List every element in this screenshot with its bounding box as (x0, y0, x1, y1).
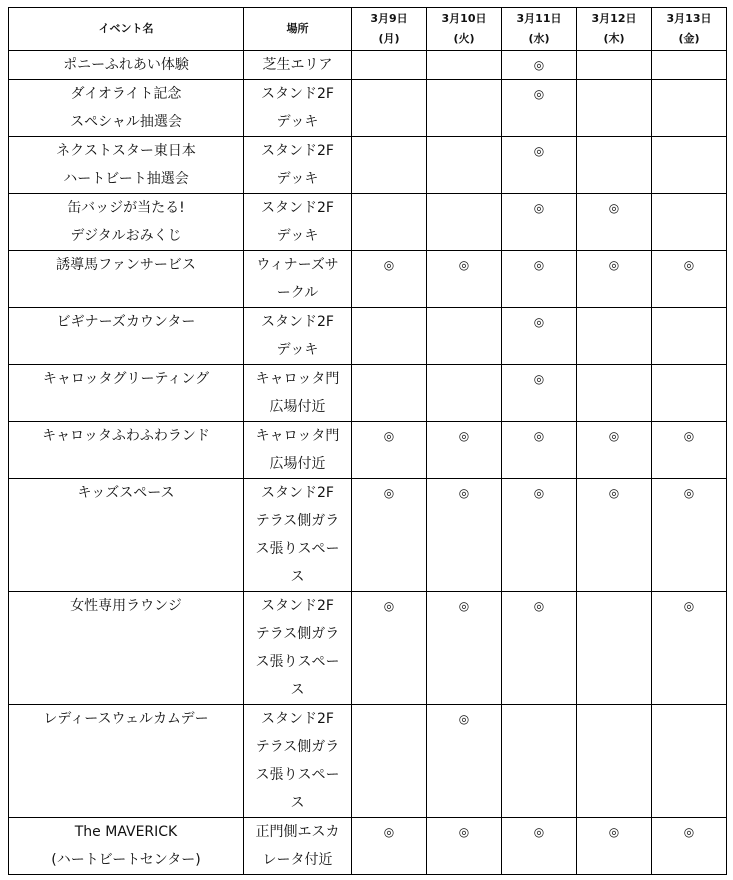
day-cell-1 (427, 479, 502, 592)
held-mark-icon: ◎ (608, 429, 620, 443)
table-row (9, 80, 727, 137)
day-cell-1 (427, 194, 502, 251)
day-cell-0 (352, 365, 427, 422)
table-row (9, 705, 727, 818)
day-cell-2 (502, 592, 577, 705)
day-cell-2 (502, 479, 577, 592)
event-name-line: 缶バッジが当たる! (67, 200, 185, 216)
day-cell-3 (577, 705, 652, 818)
place-line: スタンド2F (261, 200, 334, 216)
header-date: 3月11日 (516, 12, 562, 25)
day-cell-4 (652, 308, 727, 365)
table-row (9, 818, 727, 875)
place-cell (244, 365, 352, 422)
header-date: 3月12日 (591, 12, 637, 25)
day-cell-0 (352, 705, 427, 818)
event-name-line: キャロッタふわふわランド (42, 428, 210, 444)
day-cell-4 (652, 592, 727, 705)
table-row (9, 479, 727, 592)
day-cell-3 (577, 251, 652, 308)
held-mark-icon: ◎ (383, 599, 395, 613)
held-mark-icon: ◎ (533, 599, 545, 613)
event-name-line: (ハートビートセンター) (51, 852, 201, 868)
place-cell (244, 592, 352, 705)
held-mark-icon: ◎ (458, 712, 470, 726)
place-line: 広場付近 (269, 456, 326, 472)
place-line: キャロッタ門 (255, 371, 340, 387)
day-cell-4 (652, 80, 727, 137)
event-name-cell (9, 422, 244, 479)
event-name-line: キッズスペース (77, 485, 175, 501)
header-weekday: (木) (603, 32, 625, 45)
event-schedule-table (8, 7, 727, 875)
day-cell-2 (502, 422, 577, 479)
event-name-line: 誘導馬ファンサービス (56, 257, 196, 273)
day-cell-2 (502, 137, 577, 194)
held-mark-icon: ◎ (458, 258, 470, 272)
table-row (9, 422, 727, 479)
event-name-line: ダイオライト記念 (70, 86, 182, 102)
event-name-cell (9, 308, 244, 365)
table-row (9, 592, 727, 705)
day-cell-4 (652, 818, 727, 875)
day-cell-0 (352, 422, 427, 479)
day-cell-2 (502, 308, 577, 365)
day-cell-3 (577, 592, 652, 705)
table-row (9, 194, 727, 251)
day-cell-3 (577, 137, 652, 194)
place-line: レータ付近 (262, 852, 333, 868)
header-event-name: イベント名 (9, 8, 244, 51)
day-cell-1 (427, 137, 502, 194)
event-name-line: ポニーふれあい体験 (63, 57, 189, 73)
held-mark-icon: ◎ (458, 429, 470, 443)
day-cell-0 (352, 51, 427, 80)
held-mark-icon: ◎ (383, 429, 395, 443)
held-mark-icon: ◎ (533, 486, 545, 500)
held-mark-icon: ◎ (533, 315, 545, 329)
event-name-line: デジタルおみくじ (70, 228, 182, 244)
place-line: テラス側ガラ (255, 513, 340, 529)
event-name-line: ハートビート抽選会 (63, 171, 189, 187)
day-cell-1 (427, 80, 502, 137)
place-cell (244, 194, 352, 251)
place-line: ス (290, 569, 305, 585)
event-name-line: ビギナーズカウンター (56, 314, 196, 330)
place-line: ークル (276, 285, 319, 301)
place-line: デッキ (276, 171, 319, 187)
place-line: テラス側ガラ (255, 739, 340, 755)
place-line: デッキ (276, 114, 319, 130)
event-name-cell (9, 51, 244, 80)
held-mark-icon: ◎ (533, 144, 545, 158)
event-name-cell (9, 137, 244, 194)
header-date: 3月10日 (441, 12, 487, 25)
held-mark-icon: ◎ (608, 825, 620, 839)
event-name-line: レディースウェルカムデー (43, 711, 209, 727)
event-name-cell (9, 80, 244, 137)
day-cell-3 (577, 308, 652, 365)
place-line: テラス側ガラ (255, 626, 340, 642)
place-line: スタンド2F (261, 598, 334, 614)
day-cell-0 (352, 194, 427, 251)
day-cell-0 (352, 592, 427, 705)
place-cell (244, 80, 352, 137)
day-cell-4 (652, 51, 727, 80)
held-mark-icon: ◎ (683, 258, 695, 272)
place-cell (244, 51, 352, 80)
held-mark-icon: ◎ (608, 201, 620, 215)
table-row (9, 251, 727, 308)
place-cell (244, 137, 352, 194)
day-cell-1 (427, 818, 502, 875)
held-mark-icon: ◎ (683, 429, 695, 443)
header-day-2 (502, 8, 577, 51)
place-line: デッキ (276, 228, 319, 244)
held-mark-icon: ◎ (533, 258, 545, 272)
held-mark-icon: ◎ (383, 258, 395, 272)
day-cell-1 (427, 592, 502, 705)
day-cell-0 (352, 137, 427, 194)
place-line: ス張りスペー (255, 767, 340, 783)
event-name-line: The MAVERICK (74, 824, 178, 840)
held-mark-icon: ◎ (533, 58, 545, 72)
day-cell-2 (502, 251, 577, 308)
held-mark-icon: ◎ (458, 486, 470, 500)
event-name-cell (9, 251, 244, 308)
header-day-1 (427, 8, 502, 51)
event-name-line: ネクストスター東日本 (56, 143, 196, 159)
event-name-cell (9, 479, 244, 592)
day-cell-3 (577, 80, 652, 137)
header-day-0 (352, 8, 427, 51)
place-line: 広場付近 (269, 399, 326, 415)
day-cell-3 (577, 365, 652, 422)
table-row (9, 308, 727, 365)
day-cell-2 (502, 80, 577, 137)
place-cell (244, 422, 352, 479)
event-name-cell (9, 705, 244, 818)
header-row (9, 8, 727, 51)
held-mark-icon: ◎ (383, 486, 395, 500)
event-name-cell (9, 592, 244, 705)
day-cell-4 (652, 137, 727, 194)
held-mark-icon: ◎ (383, 825, 395, 839)
held-mark-icon: ◎ (683, 486, 695, 500)
place-line: スタンド2F (261, 711, 334, 727)
header-day-4 (652, 8, 727, 51)
day-cell-0 (352, 479, 427, 592)
day-cell-2 (502, 365, 577, 422)
place-line: スタンド2F (261, 485, 334, 501)
held-mark-icon: ◎ (458, 599, 470, 613)
place-line: スタンド2F (261, 314, 334, 330)
place-line: ス (290, 682, 305, 698)
day-cell-1 (427, 705, 502, 818)
header-weekday: (月) (378, 32, 400, 45)
day-cell-4 (652, 365, 727, 422)
event-name-cell (9, 818, 244, 875)
day-cell-1 (427, 422, 502, 479)
place-line: 正門側エスカ (255, 824, 340, 840)
header-date: 3月9日 (370, 12, 408, 25)
header-date: 3月13日 (666, 12, 712, 25)
day-cell-4 (652, 251, 727, 308)
place-line: ス張りスペー (255, 541, 340, 557)
place-line: ス (290, 795, 305, 811)
table-row (9, 51, 727, 80)
day-cell-2 (502, 51, 577, 80)
held-mark-icon: ◎ (458, 825, 470, 839)
day-cell-1 (427, 308, 502, 365)
held-mark-icon: ◎ (608, 486, 620, 500)
event-name-cell (9, 365, 244, 422)
place-cell (244, 308, 352, 365)
day-cell-3 (577, 818, 652, 875)
day-cell-3 (577, 422, 652, 479)
day-cell-4 (652, 194, 727, 251)
held-mark-icon: ◎ (533, 87, 545, 101)
day-cell-4 (652, 422, 727, 479)
schedule-body (9, 51, 727, 875)
place-cell (244, 251, 352, 308)
header-place: 場所 (244, 8, 352, 51)
held-mark-icon: ◎ (533, 372, 545, 386)
event-name-line: スペシャル抽選会 (70, 114, 182, 130)
table-row (9, 137, 727, 194)
held-mark-icon: ◎ (533, 429, 545, 443)
day-cell-3 (577, 194, 652, 251)
place-line: ス張りスペー (255, 654, 340, 670)
header-day-3 (577, 8, 652, 51)
event-name-line: 女性専用ラウンジ (70, 598, 182, 614)
held-mark-icon: ◎ (683, 825, 695, 839)
day-cell-2 (502, 818, 577, 875)
place-line: スタンド2F (261, 143, 334, 159)
held-mark-icon: ◎ (533, 825, 545, 839)
day-cell-1 (427, 51, 502, 80)
day-cell-2 (502, 194, 577, 251)
day-cell-4 (652, 705, 727, 818)
day-cell-2 (502, 705, 577, 818)
place-line: スタンド2F (261, 86, 334, 102)
day-cell-3 (577, 51, 652, 80)
place-cell (244, 818, 352, 875)
place-line: キャロッタ門 (255, 428, 340, 444)
place-line: ウィナーズサ (256, 257, 339, 273)
place-cell (244, 705, 352, 818)
event-name-cell (9, 194, 244, 251)
place-line: デッキ (276, 342, 319, 358)
day-cell-0 (352, 818, 427, 875)
day-cell-4 (652, 479, 727, 592)
place-line: 芝生エリア (262, 57, 333, 73)
held-mark-icon: ◎ (608, 258, 620, 272)
held-mark-icon: ◎ (533, 201, 545, 215)
table-row (9, 365, 727, 422)
header-weekday: (水) (528, 32, 550, 45)
header-weekday: (金) (678, 32, 700, 45)
day-cell-1 (427, 365, 502, 422)
day-cell-0 (352, 308, 427, 365)
place-cell (244, 479, 352, 592)
header-weekday: (火) (453, 32, 475, 45)
day-cell-1 (427, 251, 502, 308)
day-cell-0 (352, 251, 427, 308)
day-cell-3 (577, 479, 652, 592)
held-mark-icon: ◎ (683, 599, 695, 613)
event-name-line: キャロッタグリーティング (42, 371, 210, 387)
day-cell-0 (352, 80, 427, 137)
